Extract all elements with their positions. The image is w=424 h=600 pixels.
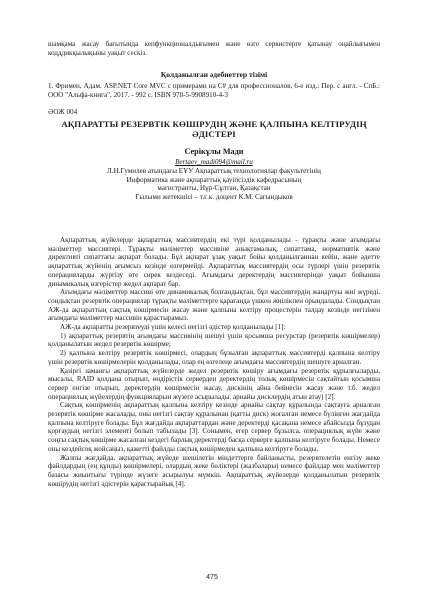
affiliation-line: Ғылыми жетекшісі – т.ғ.к. доцент К.М. Сагындыков [135,193,293,202]
body-paragraph: Ақпараттық жүйелерде ақпараттық массивтердің екі түрі қолданылады - тұрақты және ағымдағы мәліметтер массивтері. Тұрақты мәліметтер массивіне анықтамалық, сипаттама, нормативтік және директивті сипаттағы ақпарат болады. Бұл ақпарат ұзақ уақыт бойы қолданылғаннан кейін, және әдетте ақпараттық жүйенің ағымсыз кезінде өзгермейді. Ақпараттық массивтердің осы түрлері үшін резервтік операцияларды жүргізу өте сирек кездеседі. Ағымдағы деректердің массивтерінде уақыт бойынша динамикалық өзгерістер жедел ақпарат бар. [48,236,380,288]
article-body [48,236,380,488]
reference-item: 1. Фримен, Адам. ASP.NET Core MVC с примерами на C# для профессионалов, 6-е изд.: Пер. с англ. - СпБ.: ООО "Альфа-книга", 2017. - 992 с. ISBN 978-5-9908910-4-3 [48,82,380,99]
author-name: Серікұлы Мади [184,147,244,156]
affiliation-line: Л.Н.Гумилев атындағы ЕҰУ Ақпараттық технологиялар факультетінің [107,166,321,175]
body-paragraph: Сақтық көшірменің ақпараттың қалпына келтіру кезінде арнайы сақтау құралында сақтауға арналған резервтік көшірме жасалады, оны негізгі сақтау құралынан (қатты диск) жоғалған немесе бүлінген жағдайда қалпына келтіруге болады. Бұл жағдайда ақпараттардан және деректерді қасақана немесе абайсызда бұзудан қорғаудың негізгі элементі болып табылады [3]. Сонымен, егер сервер бұзылса, операциялық жүйе және соңғы сақтық көшірме жасалған кездегі барлық деректерді басқа серверге қалпына келтіруге болады. Немесе оны кездейсоқ жойсаңыз, қажетті файлды сақтық көшірмеден қалпына келтіруге болады. [48,401,380,453]
affiliation-line: Информатика және ақпараттық қауіпсіздік кафедрасының [126,175,302,184]
references-heading: Қолданылған әдебиеттер тізімі [160,70,268,79]
author-email[interactable]: Bertaev_madi094@mail.ru [175,158,253,166]
udk-code: ӘОЖ 004 [48,108,78,116]
page-number: 475 [206,574,218,581]
list-item: 1) ақпараттық резервтің ағымдағы массивінің шешуі үшін қосымша ресурстар (резервтік көшірмелер) қолданылатын жедел резервтік көшірме; [48,331,380,349]
continued-paragraph: шамқама жасау бағытында кепфункционалдығымен және өзге сервистерге қатынау оңайлығымен кодддикқылықыны уақыт сескіз. [48,40,380,57]
affiliation-block [48,158,380,202]
affiliation-line: магистранты, Нұр-Сұлтан, Қазақстан [157,184,271,193]
body-paragraph: Ағымдағы мәліметтер массиві өте динамикалық болғандықтан, бұл массивтердің жаңартуы жиі жүреді, сондықтан резервтік операциялар тұрақты мәліметтерге қарағанда үшкен жиілікпен орындалады. Сондықтан АЖ-да ақпараттың сақтық көшірмесін жасау және қалпына келтіру процестерін талдау кезінде негізінен ағымдағы мәліметтер массивін қарастырамыз. [48,288,380,323]
body-paragraph: Қазіргі заманғы ақпараттық жүйелерде жедел резервтік көшіру ағымдағы резервтік құрылғыларды, мысалы, RAID қолдана отырып, өндірістік серверден деректердің толық көшірмесін сақтайтын қосымша сервер енгізе отырып, деректердің көшірмесін жасау, дискінің айна бейнесін жасау және т.б. жедел операциялық жүйелердің функцияларын жүзеге асырылады. арнайы дисклердің атын атау) [2]. [48,366,380,401]
article-title: АҚПАРАТТЫ РЕЗЕРВТІК КӨШІРУДІҢ ЖӘНЕ ҚАЛПЫНА КЕЛТІРУДІҢ ӘДІСТЕРІ [61,119,367,139]
body-paragraph: Жалпы жағдайда, ақпараттық жүйеде шешілетін міндеттерге байланысты, резервтелетін енгізу жеке файлдардың (ең құнды) көшірмелері, олардың жеке бөліктері (жазбалары) немесе файлдар мен мәліметтер базасы жиынтығы түрінде жүзеге асырылуы мүмкін. Ақпараттық жүйелерде қолданылатын резервтік көшірудің негізгі әдістерін қарастырайық [4]. [48,453,380,488]
list-item: 2) қалпына келтіру резервтік көшірмесі, олардың бұзылған ақпараттық массивтерді қалпына келтіру үшін резервтік көшірмелерін қолданылады, олар ең өзгелеңе ағымдағы массивтердің шешуге арналған. [48,349,380,366]
body-paragraph: АЖ-да ақпаратты резервтеуді үшін келесі негізгі әдістер қолданылады [1]: [60,323,286,332]
